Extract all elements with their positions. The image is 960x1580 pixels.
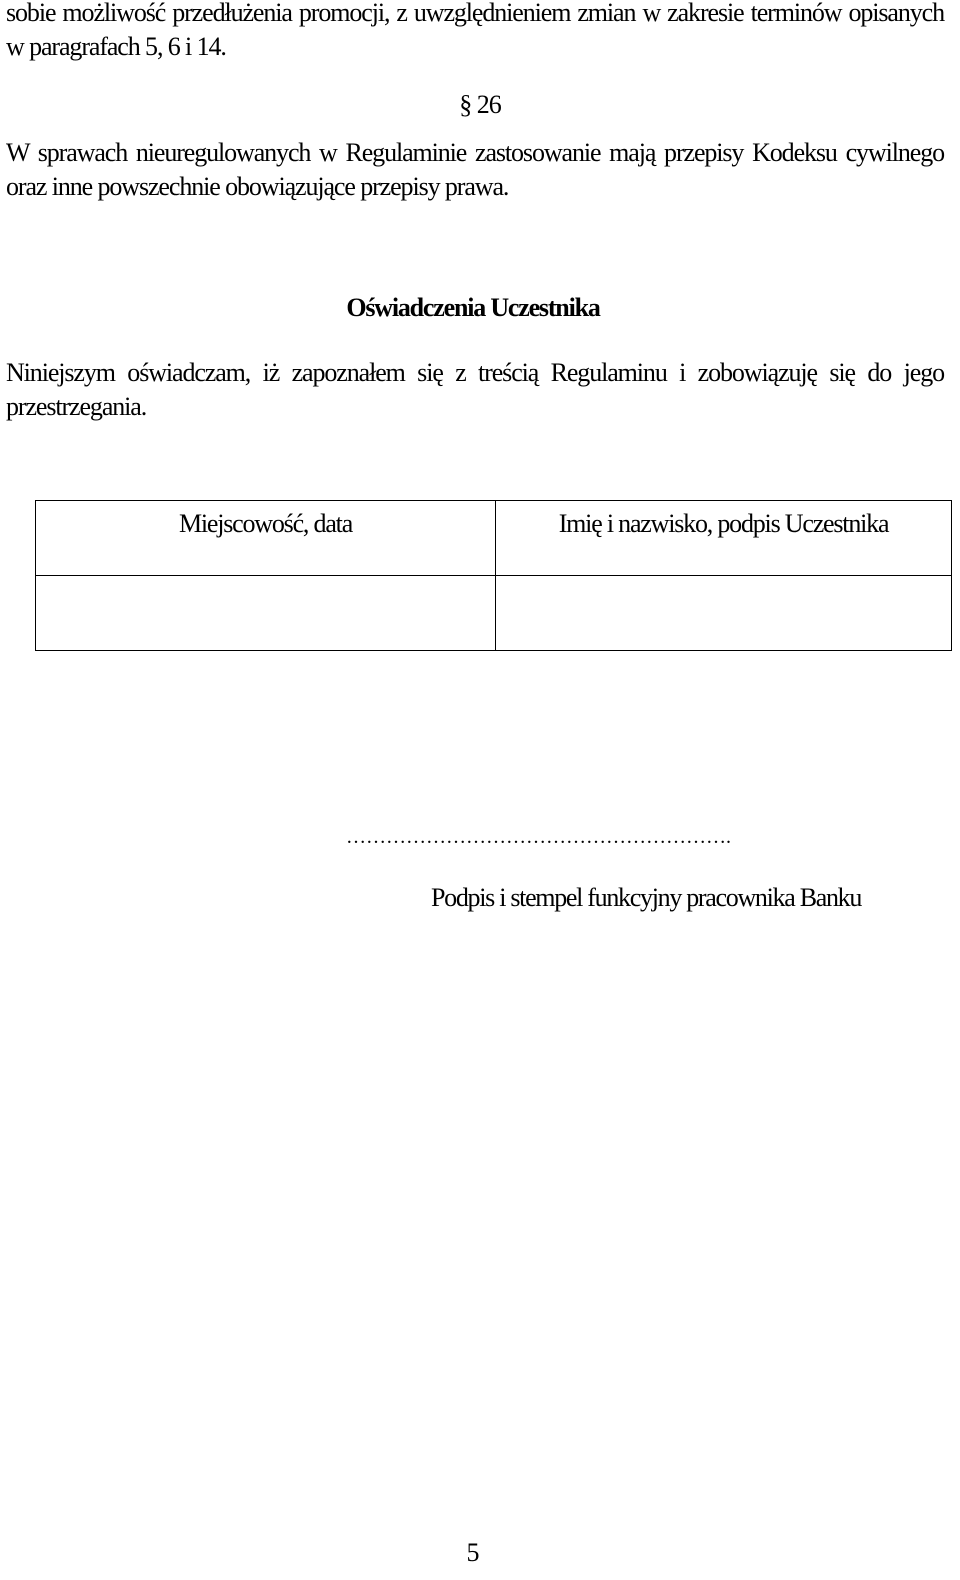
signature-dotted-line: ………………………………………………….: [346, 826, 731, 848]
place-date-header-cell: [36, 501, 496, 576]
signature-table: [35, 500, 952, 651]
participant-signature-header: Imię i nazwisko, podpis Uczestnika: [558, 509, 889, 538]
place-date-field[interactable]: [36, 576, 496, 651]
section-heading: § 26: [459, 90, 501, 119]
section-26-paragraph: W sprawach nieuregulowanych w Regulaminie zastosowanie mają przepisy Kodeksu cywilnego oraz inne powszechnie obowiązujące przepisy prawa.: [6, 138, 944, 201]
page-number: 5: [466, 1538, 480, 1567]
participant-signature-field[interactable]: [496, 576, 952, 651]
place-date-header: Miejscowość, data: [178, 509, 353, 538]
signature-table-header-row: [36, 501, 952, 576]
declaration-heading: Oświadczenia Uczestnika: [346, 293, 600, 322]
paragraph-continuation: sobie możliwość przedłużenia promocji, z uwzględnieniem zmian w zakresie terminów opisanych w paragrafach 5, 6 i 14.: [6, 0, 944, 61]
participant-signature-header-cell: [496, 501, 952, 576]
declaration-paragraph: Niniejszym oświadczam, iż zapoznałem się z treścią Regulaminu i zobowiązuję się do jego przestrzegania.: [6, 358, 944, 421]
bank-signature-label: Podpis i stempel funkcyjny pracownika Banku: [431, 883, 862, 912]
signature-table-entry-row: [36, 576, 952, 651]
